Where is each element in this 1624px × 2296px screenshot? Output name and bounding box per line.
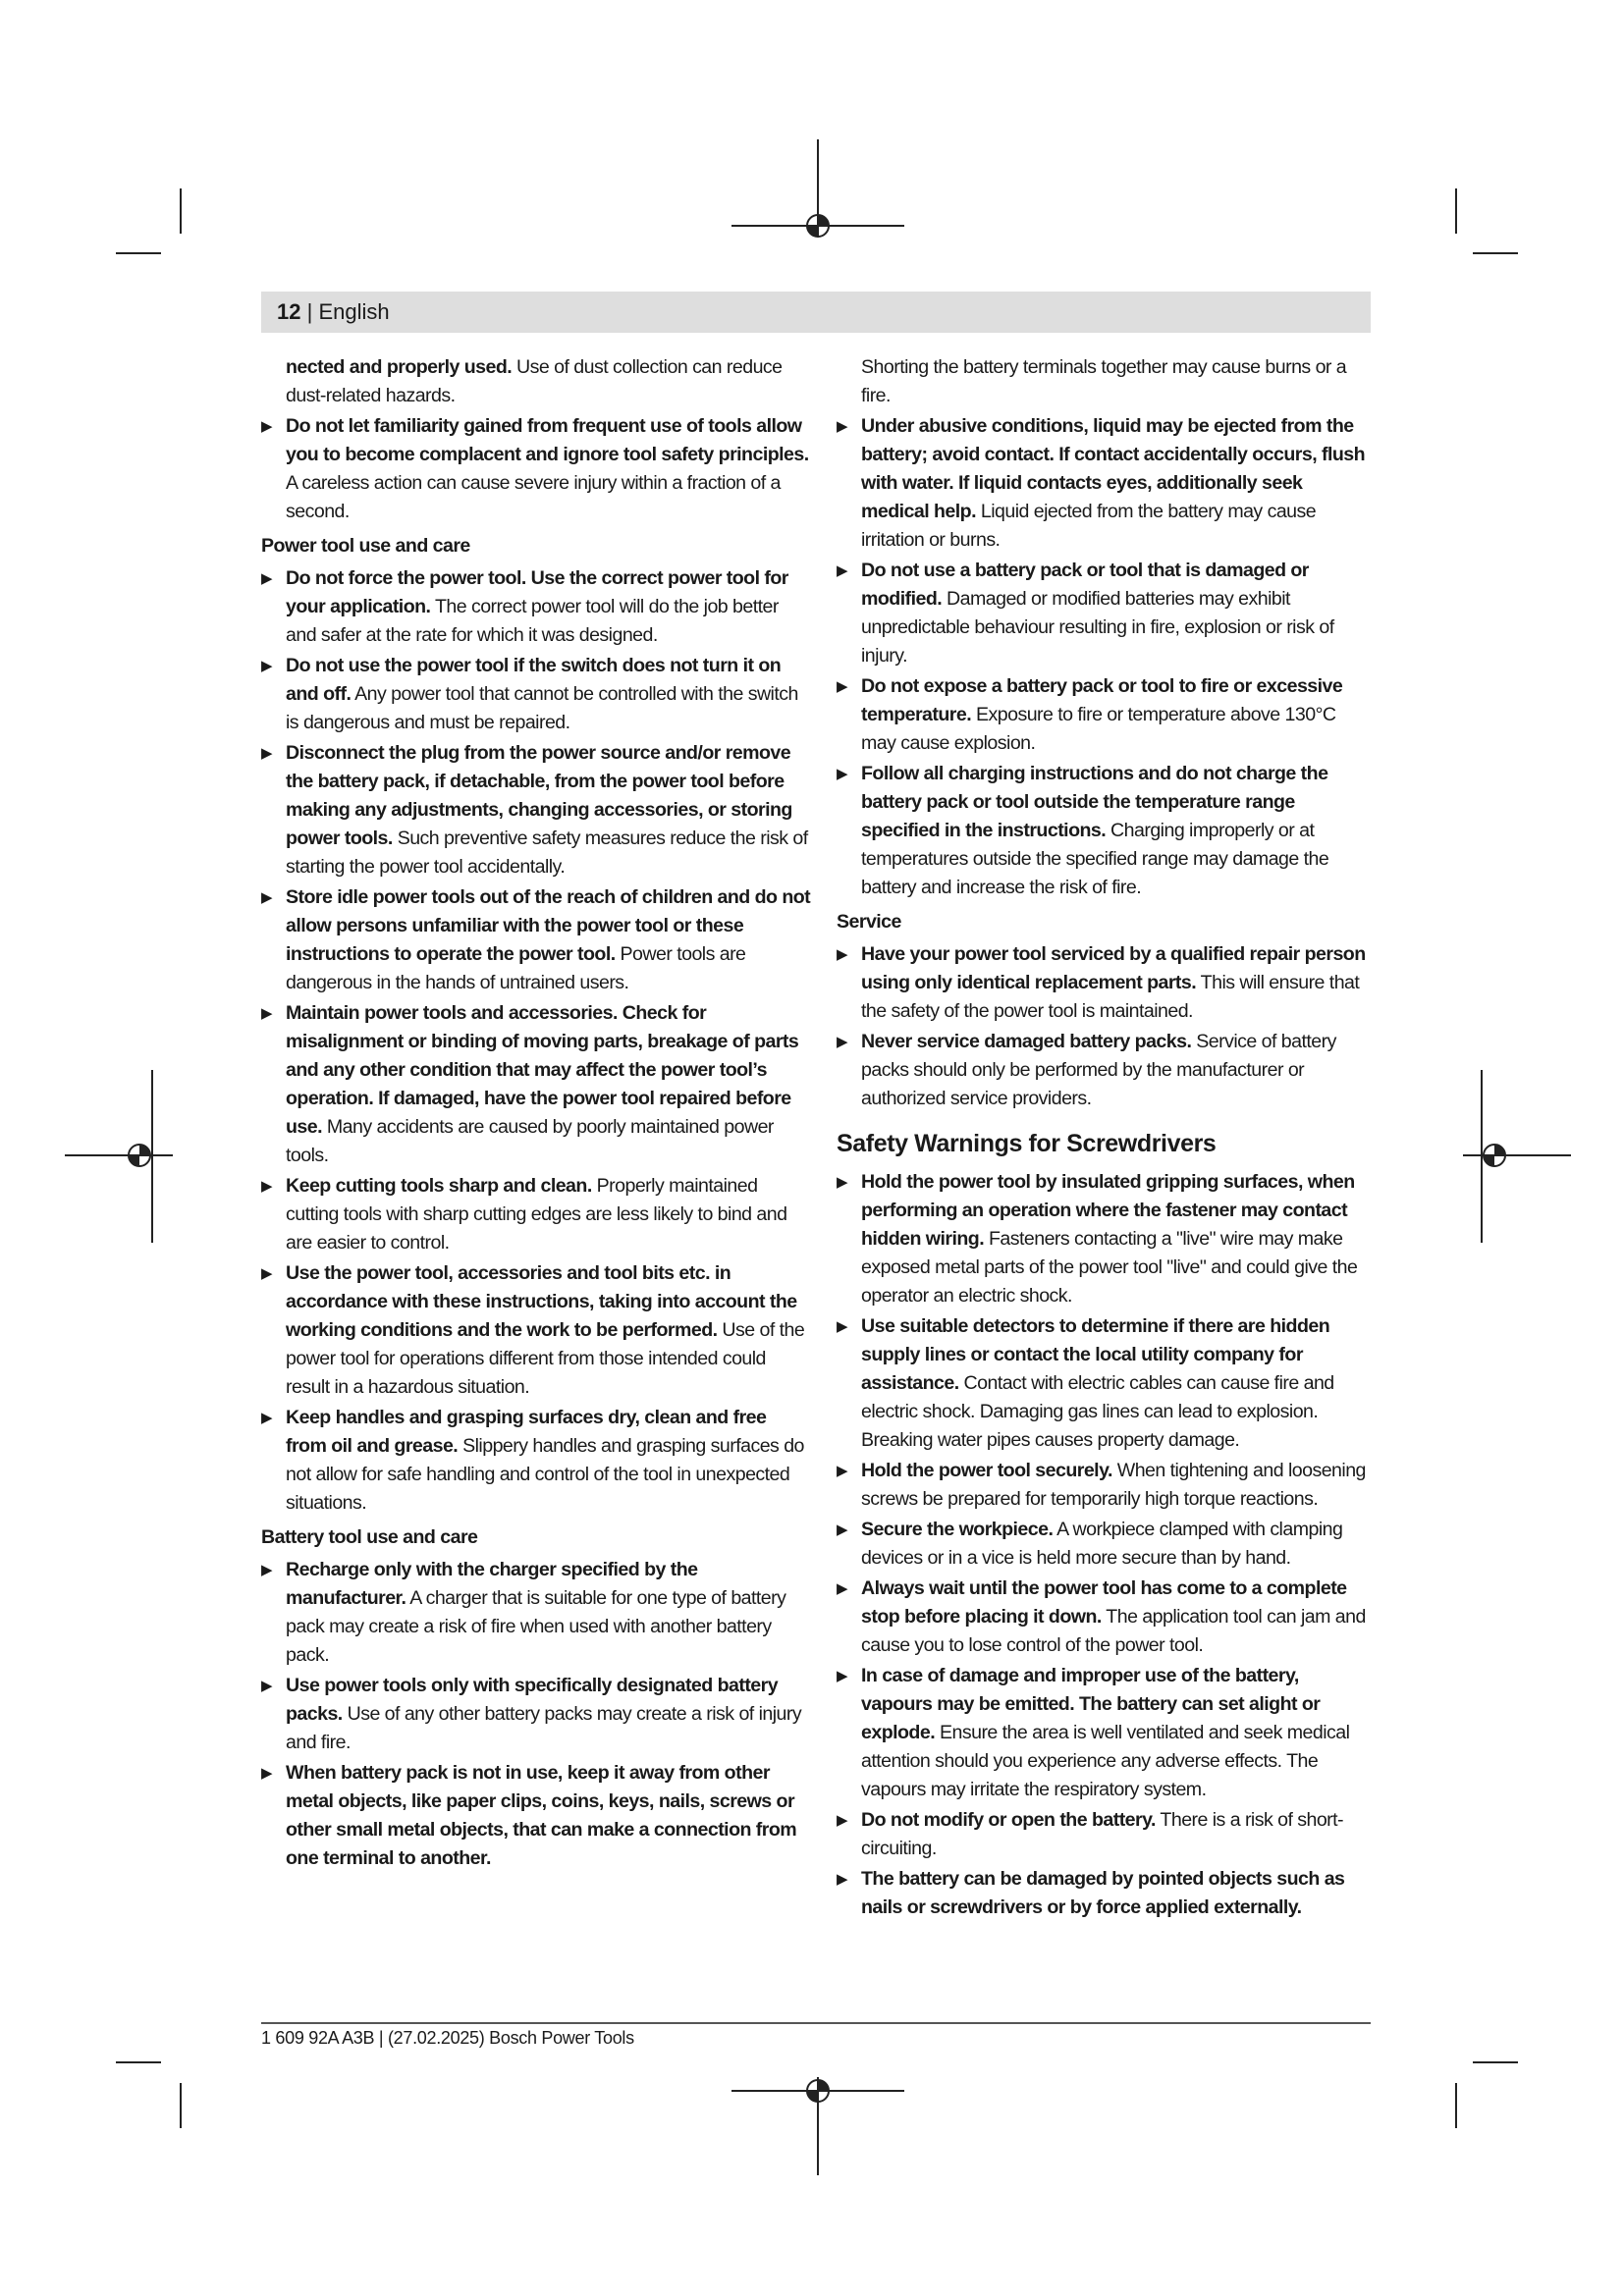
warning-item: ▶ Use suitable detectors to determine if there are hidden supply lines or contact the local utility company for assistance. Contact with electric cables can cause fire and electric shock. Damaging gas lines can lead to explosion. Breaking water pipes causes property damage. — [837, 1312, 1373, 1455]
bullet-icon: ▶ — [261, 658, 272, 674]
crop-mark — [180, 2083, 182, 2128]
warning-item: ▶ Always wait until the power tool has come to a complete stop before placing it down. The application tool can jam and cause you to lose control of the power tool. — [837, 1575, 1373, 1660]
warning-item: ▶ Hold the power tool by insulated gripping surfaces, when performing an operation where the fastener may contact hidden wiring. Fasteners contacting a "live" wire may make exposed metal parts of the power tool "live" and could give the operator an electric shock. — [837, 1168, 1373, 1310]
warning-item: ▶ When battery pack is not in use, keep it away from other metal objects, like paper clips, coins, keys, nails, screws or other small metal objects, that can make a connection from one terminal to another. — [261, 1759, 811, 1873]
bullet-icon: ▶ — [837, 1318, 847, 1335]
bullet-icon: ▶ — [261, 1178, 272, 1195]
warning-item: ▶ Use the power tool, accessories and tool bits etc. in accordance with these instructions, taking into account the working conditions and the work to be performed. Use of the power tool for operations different from those intended could result in a hazardous situation. — [261, 1259, 811, 1402]
section-heading: Battery tool use and care — [261, 1526, 478, 1548]
crop-mark — [1473, 2061, 1518, 2063]
bullet-icon: ▶ — [261, 1265, 272, 1282]
warning-item: ▶ Have your power tool serviced by a qualified repair person using only identical replacement parts. This will ensure that the safety of the power tool is maintained. — [837, 940, 1373, 1026]
bullet-icon: ▶ — [837, 1812, 847, 1829]
warning-item: ▶ Disconnect the plug from the power source and/or remove the battery pack, if detachable, from the power tool before making any adjustments, changing accessories, or storing power tools. Such preventive safety measures reduce the risk of starting the power tool accidentally. — [261, 739, 811, 881]
warning-item: ▶ Do not let familiarity gained from frequent use of tools allow you to become complacent and ignore tool safety principles. A careless action can cause severe injury within a fraction of a second. — [261, 412, 811, 526]
warning-item: ▶ In case of damage and improper use of the battery, vapours may be emitted. The battery can set alight or explode. Ensure the area is well ventilated and seek medical attention should you experience any adverse effects. The vapours may irritate the respiratory system. — [837, 1662, 1373, 1804]
crop-mark — [180, 188, 182, 234]
chapter-heading: Safety Warnings for Screwdrivers — [837, 1130, 1217, 1157]
crop-mark — [1455, 2083, 1457, 2128]
page-footer: 1 609 92A A3B | (27.02.2025) Bosch Power Tools — [261, 2028, 634, 2048]
crop-mark — [116, 2061, 161, 2063]
bullet-icon: ▶ — [837, 418, 847, 435]
bullet-icon: ▶ — [261, 889, 272, 906]
bullet-icon: ▶ — [261, 418, 272, 435]
warning-item: ▶ Follow all charging instructions and do not charge the battery pack or tool outside the temperature range specified in the instructions. Charging improperly or at temperatures outside the specified range may damage the battery and increase the risk of fire. — [837, 760, 1373, 902]
section-heading: Service — [837, 911, 901, 933]
bullet-icon: ▶ — [837, 1668, 847, 1684]
registration-target-icon — [126, 1142, 153, 1169]
warning-item: ▶ Recharge only with the charger specified by the manufacturer. A charger that is suitable for one type of battery pack may create a risk of fire when used with another battery pack. — [261, 1556, 811, 1670]
registration-target-icon — [804, 2077, 832, 2105]
bullet-icon: ▶ — [261, 1005, 272, 1022]
warning-item: ▶ Do not use a battery pack or tool that is damaged or modified. Damaged or modified batteries may exhibit unpredictable behaviour resulting in fire, explosion or risk of injury. — [837, 557, 1373, 670]
bullet-icon: ▶ — [261, 1410, 272, 1426]
crop-mark — [1473, 252, 1518, 254]
header-language: English — [318, 299, 390, 324]
crop-mark — [116, 252, 161, 254]
warning-item: ▶ Maintain power tools and accessories. Check for misalignment or binding of moving parts, breakage of parts and any other condition that may affect the power tool’s operation. If damaged, have the power tool repaired before use. Many accidents are caused by poorly maintained power tools. — [261, 999, 811, 1170]
bullet-icon: ▶ — [837, 946, 847, 963]
warning-item: ▶ Never service damaged battery packs. Service of battery packs should only be performed by the manufacturer or authorized service providers. — [837, 1028, 1373, 1113]
warning-item: ▶ Keep handles and grasping surfaces dry, clean and free from oil and grease. Slippery handles and grasping surfaces do not allow for safe handling and control of the tool in unexpected situations. — [261, 1404, 811, 1518]
warning-item: ▶ Do not modify or open the battery. There is a risk of short-circuiting. — [837, 1806, 1373, 1863]
warning-item: ▶ Store idle power tools out of the reach of children and do not allow persons unfamiliar with the power tool or these instructions to operate the power tool. Power tools are dangerous in the hands of untrained users. — [261, 883, 811, 997]
warning-item: ▶ Do not expose a battery pack or tool to fire or excessive temperature. Exposure to fire or temperature above 130°C may cause explosion. — [837, 672, 1373, 758]
footer-rule — [261, 2022, 1371, 2024]
bullet-icon: ▶ — [837, 1522, 847, 1538]
bullet-icon: ▶ — [837, 1580, 847, 1597]
warning-item: ▶ Do not use the power tool if the switch does not turn it on and off. Any power tool that cannot be controlled with the switch is dangerous and must be repaired. — [261, 652, 811, 737]
paragraph: Shorting the battery terminals together may cause burns or a fire. — [861, 356, 1347, 406]
bullet-icon: ▶ — [261, 1765, 272, 1782]
warning-item: ▶ Hold the power tool securely. When tightening and loosening screws be prepared for temporarily high torque reactions. — [837, 1457, 1373, 1514]
section-heading: Power tool use and care — [261, 535, 470, 557]
warning-item: ▶ Under abusive conditions, liquid may be ejected from the battery; avoid contact. If contact accidentally occurs, flush with water. If liquid contacts eyes, additionally seek medical help. Liquid ejected from the battery may cause irritation or burns. — [837, 412, 1373, 555]
left-column — [261, 353, 811, 1875]
registration-target-icon — [1481, 1142, 1508, 1169]
registration-target-icon — [804, 212, 832, 240]
bullet-icon: ▶ — [837, 1174, 847, 1191]
page-header — [261, 292, 1371, 333]
warning-item: ▶ Do not force the power tool. Use the correct power tool for your application. The correct power tool will do the job better and safer at the rate for which it was designed. — [261, 564, 811, 650]
warning-item: ▶ Use power tools only with specifically designated battery packs. Use of any other battery packs may create a risk of injury and fire. — [261, 1672, 811, 1757]
bullet-icon: ▶ — [837, 678, 847, 695]
bullet-icon: ▶ — [837, 1871, 847, 1888]
page-header-text — [277, 299, 390, 325]
bullet-icon: ▶ — [837, 1034, 847, 1050]
bullet-icon: ▶ — [837, 562, 847, 579]
warning-item: ▶ The battery can be damaged by pointed objects such as nails or screwdrivers or by force applied externally. — [837, 1865, 1373, 1922]
bullet-icon: ▶ — [261, 1562, 272, 1578]
crop-mark — [1455, 188, 1457, 234]
paragraph: nected and properly used. Use of dust collection can reduce dust-related hazards. — [286, 356, 783, 406]
bullet-icon: ▶ — [261, 570, 272, 587]
warning-item: ▶ Keep cutting tools sharp and clean. Properly maintained cutting tools with sharp cutting edges are less likely to bind and are easier to control. — [261, 1172, 811, 1257]
registration-line — [65, 1154, 173, 1156]
bullet-icon: ▶ — [837, 766, 847, 782]
bullet-icon: ▶ — [837, 1463, 847, 1479]
bullet-icon: ▶ — [261, 1678, 272, 1694]
bullet-icon: ▶ — [261, 745, 272, 762]
page-number: 12 — [277, 299, 301, 324]
registration-line — [1463, 1154, 1571, 1156]
right-column — [837, 353, 1373, 1924]
warning-item: ▶ Secure the workpiece. A workpiece clamped with clamping devices or in a vice is held more secure than by hand. — [837, 1516, 1373, 1573]
header-separator: | — [300, 299, 319, 324]
